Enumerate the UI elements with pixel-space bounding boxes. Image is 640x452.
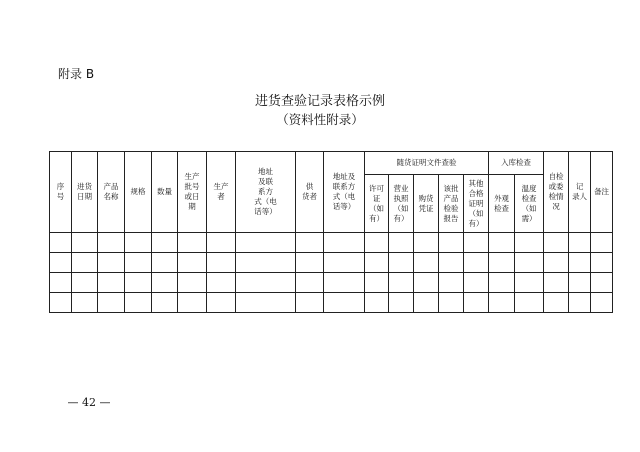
table-cell[interactable] [324, 253, 365, 273]
table-cell[interactable] [569, 253, 591, 273]
table-cell[interactable] [489, 273, 515, 293]
table-cell[interactable] [98, 253, 125, 273]
table-cell[interactable] [544, 273, 569, 293]
header-row-top [50, 152, 613, 175]
table-cell[interactable] [414, 293, 439, 313]
table-cell[interactable] [439, 273, 464, 293]
table-cell[interactable] [178, 273, 207, 293]
table-cell[interactable] [207, 293, 236, 313]
table-cell[interactable] [439, 253, 464, 273]
table-cell[interactable] [236, 253, 296, 273]
table-cell[interactable] [207, 233, 236, 253]
table-cell[interactable] [515, 253, 544, 273]
table-cell[interactable] [515, 233, 544, 253]
page-number: — 42 — [67, 396, 111, 409]
table-cell[interactable] [178, 293, 207, 313]
table-cell[interactable] [152, 233, 178, 253]
col-header-inspection-report: 该批 产品 检验 报告 [439, 175, 464, 233]
table-cell[interactable] [365, 293, 389, 313]
table-cell[interactable] [98, 233, 125, 253]
table-cell[interactable] [236, 273, 296, 293]
table-cell[interactable] [464, 233, 489, 253]
table-cell[interactable] [296, 273, 324, 293]
table-cell[interactable] [439, 293, 464, 313]
table-cell[interactable] [296, 293, 324, 313]
col-header-business-license: 营业 执照 （如 有） [389, 175, 414, 233]
table-cell[interactable] [125, 253, 152, 273]
col-header-producer: 生产 者 [207, 152, 236, 233]
table-cell[interactable] [152, 253, 178, 273]
table-cell[interactable] [389, 273, 414, 293]
table-cell[interactable] [72, 293, 98, 313]
table-cell[interactable] [544, 233, 569, 253]
table-cell[interactable] [365, 253, 389, 273]
col-header-remarks: 备注 [591, 152, 613, 233]
col-header-license: 许可 证 （如 有） [365, 175, 389, 233]
table-cell[interactable] [414, 233, 439, 253]
table-row [50, 273, 613, 293]
table-cell[interactable] [98, 273, 125, 293]
table-row [50, 253, 613, 273]
table-cell[interactable] [414, 273, 439, 293]
table-cell[interactable] [50, 293, 72, 313]
col-header-purchase-voucher: 购货 凭证 [414, 175, 439, 233]
table-cell[interactable] [50, 233, 72, 253]
col-header-batch: 生产 批号 或日 期 [178, 152, 207, 233]
col-header-supplier-contact: 地址及 联系方 式（电 话等） [324, 152, 365, 233]
table-cell[interactable] [591, 253, 613, 273]
table-cell[interactable] [50, 273, 72, 293]
table-cell[interactable] [464, 273, 489, 293]
col-header-appearance-check: 外观 检查 [489, 175, 515, 233]
table-cell[interactable] [544, 253, 569, 273]
table-cell[interactable] [365, 233, 389, 253]
appendix-label: 附录 B [58, 67, 95, 81]
group-header-storage-check: 入库检查 [489, 152, 544, 175]
table-cell[interactable] [389, 293, 414, 313]
table-cell[interactable] [125, 233, 152, 253]
table-cell[interactable] [125, 273, 152, 293]
table-cell[interactable] [324, 293, 365, 313]
table-cell[interactable] [50, 253, 72, 273]
table-cell[interactable] [152, 293, 178, 313]
table-cell[interactable] [178, 233, 207, 253]
table-cell[interactable] [569, 293, 591, 313]
table-cell[interactable] [569, 273, 591, 293]
table-cell[interactable] [72, 233, 98, 253]
col-header-self-inspection: 自检 或委 检情 况 [544, 152, 569, 233]
col-header-producer-contact: 地址 及联 系方 式（电 话等） [236, 152, 296, 233]
table-cell[interactable] [591, 293, 613, 313]
table-cell[interactable] [489, 233, 515, 253]
table-cell[interactable] [515, 273, 544, 293]
table-cell[interactable] [152, 273, 178, 293]
table-cell[interactable] [389, 253, 414, 273]
table-cell[interactable] [544, 293, 569, 313]
table-cell[interactable] [591, 233, 613, 253]
col-header-other-certificate: 其他 合格 证明 （如 有） [464, 175, 489, 233]
col-header-recorder: 记 录人 [569, 152, 591, 233]
table-cell[interactable] [125, 293, 152, 313]
table-body [50, 233, 613, 313]
table-cell[interactable] [296, 233, 324, 253]
table-row [50, 233, 613, 253]
col-header-quantity: 数量 [152, 152, 178, 233]
table-cell[interactable] [72, 273, 98, 293]
table-cell[interactable] [324, 273, 365, 293]
table-cell[interactable] [178, 253, 207, 273]
table-cell[interactable] [515, 293, 544, 313]
table-cell[interactable] [98, 293, 125, 313]
table-cell[interactable] [489, 253, 515, 273]
inspection-record-table [49, 151, 613, 313]
col-header-seq: 序 号 [50, 152, 72, 233]
table-cell[interactable] [569, 233, 591, 253]
table-cell[interactable] [324, 233, 365, 253]
table-cell[interactable] [207, 253, 236, 273]
col-header-product-name: 产品 名称 [98, 152, 125, 233]
table-cell[interactable] [365, 273, 389, 293]
document-title: 进货查验记录表格示例 [254, 94, 385, 109]
table-cell[interactable] [464, 293, 489, 313]
table-cell[interactable] [72, 253, 98, 273]
table-cell[interactable] [389, 233, 414, 253]
group-header-accompanying-docs: 随货证明文件查验 [365, 152, 489, 175]
col-header-spec: 规格 [125, 152, 152, 233]
table-cell[interactable] [591, 273, 613, 293]
document-subtitle: （资料性附录） [276, 112, 364, 127]
table-cell[interactable] [489, 293, 515, 313]
table-cell[interactable] [414, 253, 439, 273]
table-cell[interactable] [439, 233, 464, 253]
table-cell[interactable] [236, 233, 296, 253]
col-header-temperature-check: 温度 检查 （如 需） [515, 175, 544, 233]
table-row [50, 293, 613, 313]
table-cell[interactable] [207, 273, 236, 293]
col-header-purchase-date: 进货 日期 [72, 152, 98, 233]
table-cell[interactable] [236, 293, 296, 313]
table-cell[interactable] [296, 253, 324, 273]
table-cell[interactable] [464, 253, 489, 273]
col-header-supplier: 供 货者 [296, 152, 324, 233]
